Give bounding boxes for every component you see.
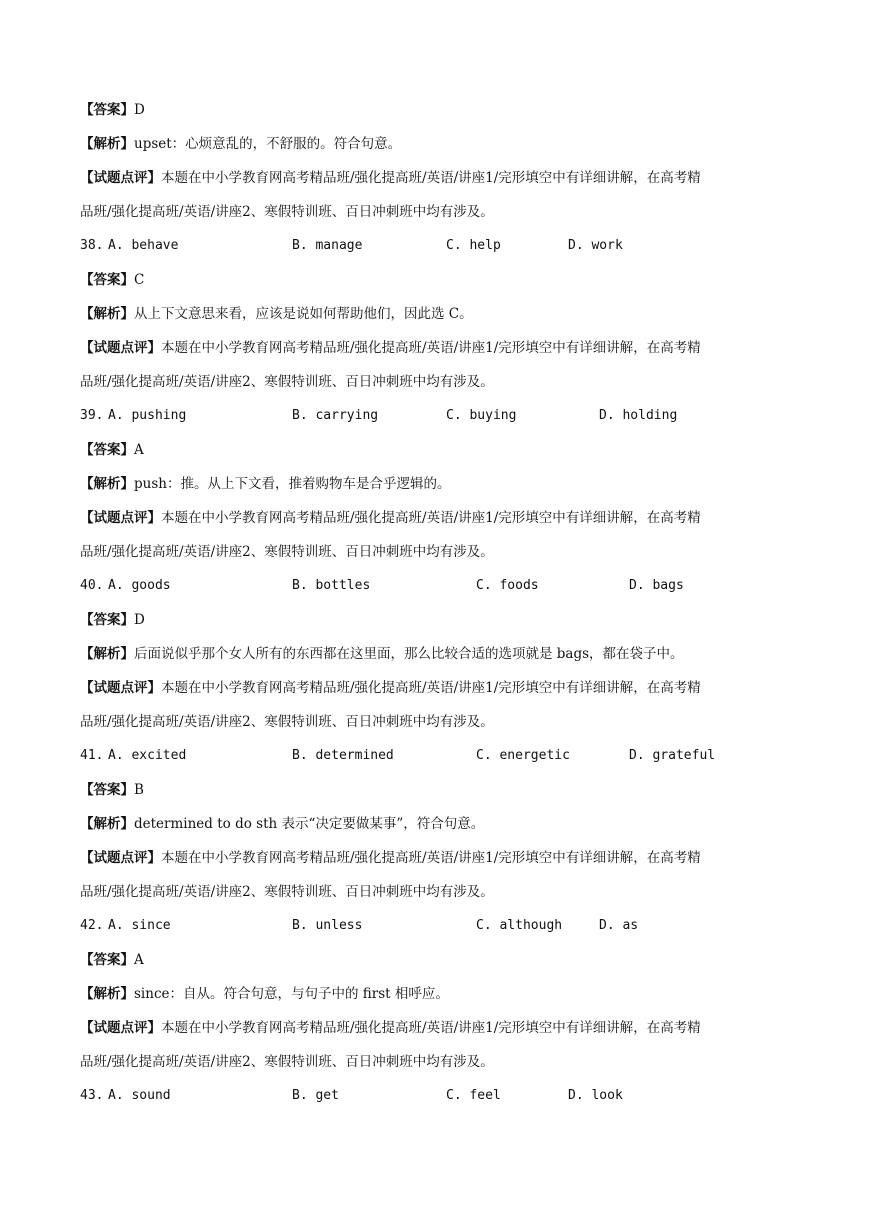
option-b: B. carrying <box>292 408 379 423</box>
answer-label: 【答案】 <box>80 272 134 288</box>
comment-line-continued: 品班/强化提高班/英语/讲座2、寒假特训班、百日冲刺班中均有涉及。 <box>80 544 494 560</box>
option-c: C. foods <box>476 578 539 593</box>
option-d: D. as <box>599 918 639 933</box>
analysis-label: 【解析】 <box>80 136 134 152</box>
comment-text: 本题在中小学教育网高考精品班/强化提高班/英语/讲座1/完形填空中有详细讲解，在高考精 <box>161 170 701 186</box>
comment-text: 本题在中小学教育网高考精品班/强化提高班/英语/讲座1/完形填空中有详细讲解，在高考精 <box>161 850 701 866</box>
comment-line-continued: 品班/强化提高班/英语/讲座2、寒假特训班、百日冲刺班中均有涉及。 <box>80 1054 494 1070</box>
answer-value: B <box>134 782 144 798</box>
comment-text: 本题在中小学教育网高考精品班/强化提高班/英语/讲座1/完形填空中有详细讲解，在高考精 <box>161 1020 701 1036</box>
option-a: A. behave <box>108 238 179 253</box>
option-d: D. grateful <box>629 748 716 763</box>
option-c: C. help <box>446 238 501 253</box>
analysis-label: 【解析】 <box>80 476 134 492</box>
option-c: C. buying <box>446 408 517 423</box>
comment-line-continued: 品班/强化提高班/英语/讲座2、寒假特训班、百日冲刺班中均有涉及。 <box>80 374 494 390</box>
comment-label: 【试题点评】 <box>80 1020 161 1036</box>
comment-text: 本题在中小学教育网高考精品班/强化提高班/英语/讲座1/完形填空中有详细讲解，在高考精 <box>161 510 701 526</box>
option-c: C. feel <box>446 1088 501 1103</box>
option-a: A. since <box>108 918 171 933</box>
answer-line <box>80 946 792 980</box>
comment-line-continued: 品班/强化提高班/英语/讲座2、寒假特训班、百日冲刺班中均有涉及。 <box>80 714 494 730</box>
comment-line <box>80 504 792 538</box>
analysis-line <box>80 980 792 1014</box>
answer-line <box>80 436 792 470</box>
comment-text: 本题在中小学教育网高考精品班/强化提高班/英语/讲座1/完形填空中有详细讲解，在高考精 <box>161 340 701 356</box>
answer-line <box>80 606 792 640</box>
option-c: C. although <box>476 918 563 933</box>
question-42-options <box>80 912 792 946</box>
question-number: 43. <box>80 1088 104 1103</box>
analysis-label: 【解析】 <box>80 646 134 662</box>
comment-label: 【试题点评】 <box>80 510 161 526</box>
answer-value: A <box>134 442 144 458</box>
analysis-label: 【解析】 <box>80 986 134 1002</box>
question-number: 39. <box>80 408 104 423</box>
option-a: A. excited <box>108 748 187 763</box>
comment-line <box>80 674 792 708</box>
answer-line <box>80 266 792 300</box>
option-d: D. look <box>568 1088 623 1103</box>
question-38-options <box>80 232 792 266</box>
comment-label: 【试题点评】 <box>80 170 161 186</box>
question-number: 41. <box>80 748 104 763</box>
analysis-line <box>80 300 792 334</box>
analysis-label: 【解析】 <box>80 306 134 322</box>
comment-line <box>80 334 792 368</box>
analysis-text: 后面说似乎那个女人所有的东西都在这里面，那么比较合适的选项就是 bags，都在袋子中。 <box>134 646 684 662</box>
question-39-options <box>80 402 792 436</box>
answer-label: 【答案】 <box>80 102 134 118</box>
option-d: D. work <box>568 238 623 253</box>
comment-label: 【试题点评】 <box>80 340 161 356</box>
option-b: B. manage <box>292 238 363 253</box>
analysis-line <box>80 810 792 844</box>
option-d: D. bags <box>629 578 684 593</box>
answer-label: 【答案】 <box>80 612 134 628</box>
option-a: A. pushing <box>108 408 187 423</box>
question-41-options <box>80 742 792 776</box>
answer-value: D <box>134 612 145 628</box>
option-a: A. sound <box>108 1088 171 1103</box>
analysis-text: 从上下文意思来看，应该是说如何帮助他们，因此选 C。 <box>134 306 473 322</box>
answer-value: C <box>134 272 145 288</box>
question-number: 40. <box>80 578 104 593</box>
comment-line-continued: 品班/强化提高班/英语/讲座2、寒假特训班、百日冲刺班中均有涉及。 <box>80 884 494 900</box>
comment-line <box>80 1014 792 1048</box>
analysis-text: push：推。从上下文看，推着购物车是合乎逻辑的。 <box>134 476 451 492</box>
option-b: B. unless <box>292 918 363 933</box>
analysis-label: 【解析】 <box>80 816 134 832</box>
analysis-line <box>80 130 792 164</box>
option-b: B. determined <box>292 748 394 763</box>
analysis-text: upset：心烦意乱的，不舒服的。符合句意。 <box>134 136 402 152</box>
answer-label: 【答案】 <box>80 782 134 798</box>
question-number: 38. <box>80 238 104 253</box>
comment-text: 本题在中小学教育网高考精品班/强化提高班/英语/讲座1/完形填空中有详细讲解，在高考精 <box>161 680 701 696</box>
analysis-text: determined to do sth 表示“决定要做某事”，符合句意。 <box>134 816 485 832</box>
answer-value: D <box>134 102 145 118</box>
analysis-text: since：自从。符合句意，与句子中的 first 相呼应。 <box>134 986 449 1002</box>
answer-value: A <box>134 952 144 968</box>
answer-label: 【答案】 <box>80 952 134 968</box>
option-d: D. holding <box>599 408 678 423</box>
option-c: C. energetic <box>476 748 570 763</box>
comment-label: 【试题点评】 <box>80 680 161 696</box>
option-b: B. get <box>292 1088 339 1103</box>
comment-line <box>80 844 792 878</box>
comment-line-continued: 品班/强化提高班/英语/讲座2、寒假特训班、百日冲刺班中均有涉及。 <box>80 204 494 220</box>
document-body <box>80 96 792 1116</box>
comment-line <box>80 164 792 198</box>
analysis-line <box>80 640 792 674</box>
answer-label: 【答案】 <box>80 442 134 458</box>
analysis-line <box>80 470 792 504</box>
comment-label: 【试题点评】 <box>80 850 161 866</box>
question-40-options <box>80 572 792 606</box>
option-b: B. bottles <box>292 578 371 593</box>
question-number: 42. <box>80 918 104 933</box>
question-43-options <box>80 1082 792 1116</box>
answer-line <box>80 776 792 810</box>
option-a: A. goods <box>108 578 171 593</box>
answer-line <box>80 96 792 130</box>
